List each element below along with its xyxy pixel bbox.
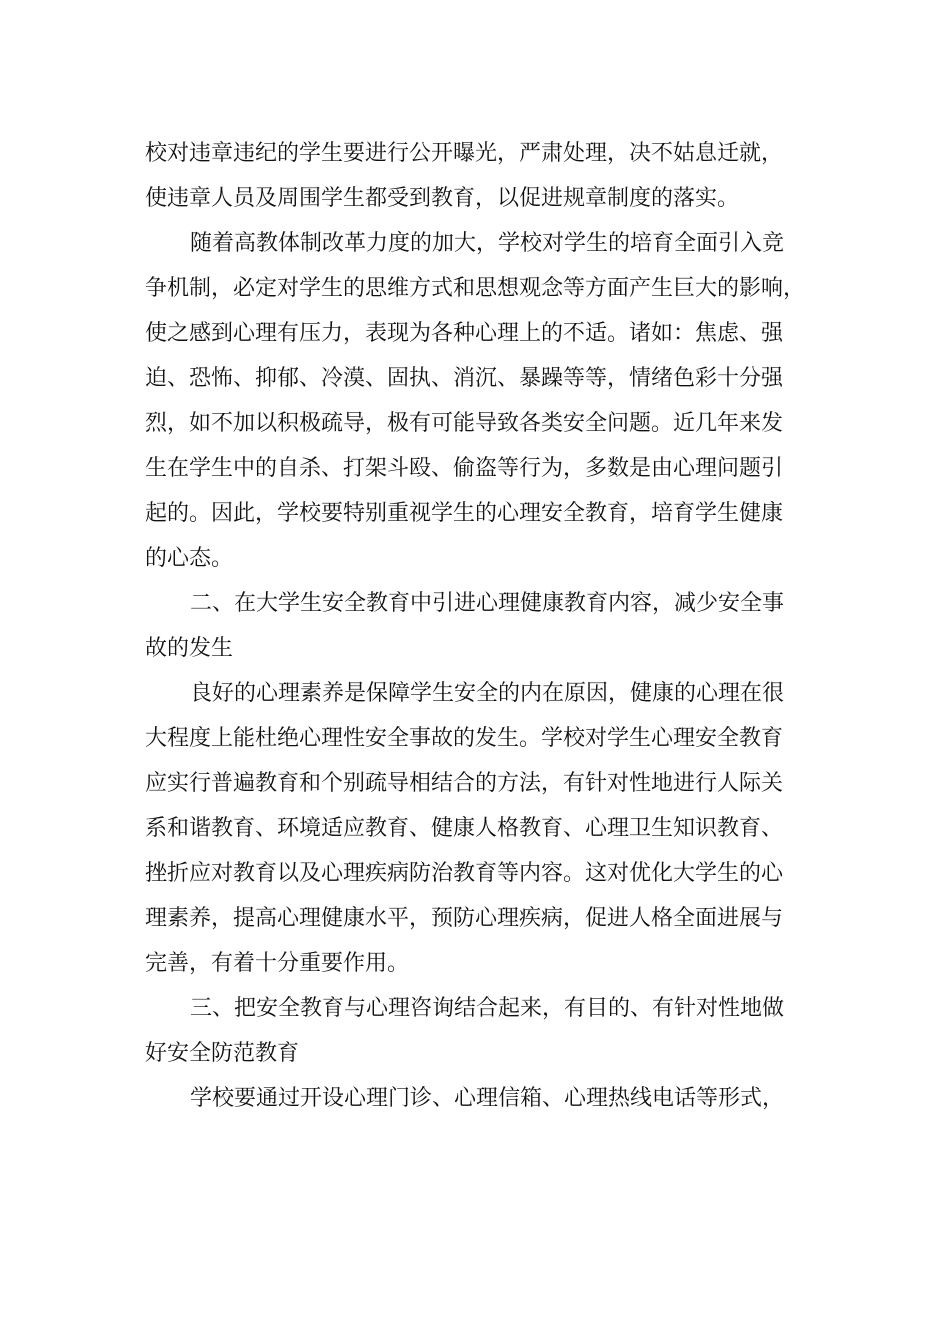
text-line: 完善，有着十分重要作用。 [145, 951, 410, 976]
section-heading-line: 故的发生 [145, 636, 234, 661]
text-line: 的心态。 [145, 546, 234, 571]
text-line: 使违章人员及周围学生都受到教育，以促进规章制度的落实。 [145, 186, 740, 211]
text-line: 理素养，提高心理健康水平，预防心理疾病，促进人格全面进展与 [145, 906, 784, 931]
text-line: 烈，如不加以积极疏导，极有可能导致各类安全问题。近几年来发 [145, 411, 784, 436]
text-line: 系和谐教育、环境适应教育、健康人格教育、心理卫生知识教育、 [145, 816, 784, 841]
section-heading-line: 三、把安全教育与心理咨询结合起来，有目的、有针对性地做 [190, 996, 785, 1021]
paragraph-start-line: 学校要通过开设心理门诊、心理信箱、心理热线电话等形式， [190, 1086, 785, 1111]
text-line: 使之感到心理有压力，表现为各种心理上的不适。诸如：焦虑、强 [145, 321, 784, 346]
text-line: 迫、恐怖、抑郁、冷漠、固执、消沉、暴躁等等，情绪色彩十分强 [145, 366, 784, 391]
text-line: 校对违章违纪的学生要进行公开曝光，严肃处理，决不姑息迁就， [145, 141, 784, 166]
document-body [145, 131, 815, 1121]
text-line: 争机制，必定对学生的思维方式和思想观念等方面产生巨大的影响， [145, 276, 806, 301]
text-line: 挫折应对教育以及心理疾病防治教育等内容。这对优化大学生的心 [145, 861, 784, 886]
paragraph-start-line: 良好的心理素养是保障学生安全的内在原因，健康的心理在很 [190, 681, 785, 706]
text-line: 生在学生中的自杀、打架斗殴、偷盗等行为，多数是由心理问题引 [145, 456, 784, 481]
text-line: 大程度上能杜绝心理性安全事故的发生。学校对学生心理安全教育 [145, 726, 784, 751]
section-heading-line: 好安全防范教育 [145, 1041, 300, 1066]
section-heading-line: 二、在大学生安全教育中引进心理健康教育内容，减少安全事 [190, 591, 785, 616]
paragraph-start-line: 随着高教体制改革力度的加大，学校对学生的培育全面引入竞 [190, 231, 785, 256]
text-line: 应实行普遍教育和个别疏导相结合的方法，有针对性地进行人际关 [145, 771, 784, 796]
text-line: 起的。因此，学校要特别重视学生的心理安全教育，培育学生健康 [145, 501, 784, 526]
